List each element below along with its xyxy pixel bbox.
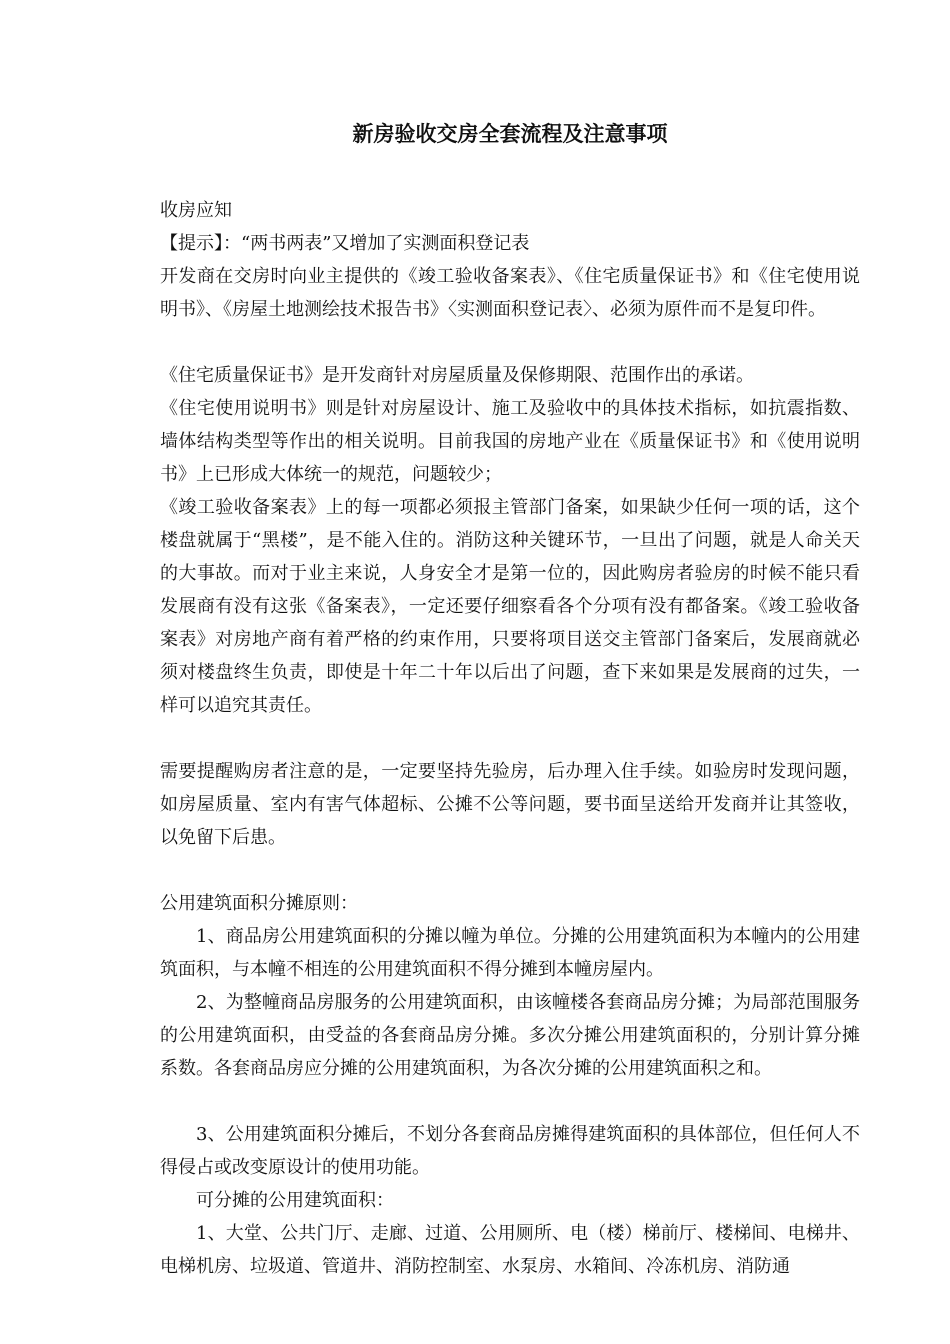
paragraph: 需要提醒购房者注意的是，一定要坚持先验房，后办理入住手续。如验房时发现问题，如房屋质量、室内有害气体超标、公摊不公等问题，要书面呈送给开发商并让其签收，以免留下后患。 <box>160 761 860 848</box>
list-item: 3、公用建筑面积分摊后，不划分各套商品房摊得建筑面积的具体部位，但任何人不得侵占或改变原设计的使用功能。 <box>160 1124 860 1178</box>
paragraph: 开发商在交房时向业主提供的《竣工验收备案表》、《住宅质量保证书》和《住宅使用说明书》、《房屋土地测绘技术报告书》〈实测面积登记表〉、必须为原件而不是复印件。 <box>160 266 860 320</box>
list-item: 1、商品房公用建筑面积的分摊以幢为单位。分摊的公用建筑面积为本幢内的公用建筑面积，与本幢不相连的公用建筑面积不得分摊到本幢房屋内。 <box>160 926 860 980</box>
list-item: 2、为整幢商品房服务的公用建筑面积，由该幢楼各套商品房分摊；为局部范围服务的公用建筑面积，由受益的各套商品房分摊。多次分摊公用建筑面积的，分别计算分摊系数。各套商品房应分摊的公用建筑面积，为各次分摊的公用建筑面积之和。 <box>160 992 860 1079</box>
paragraph-gap <box>160 1085 860 1118</box>
paragraph: 《住宅使用说明书》则是针对房屋设计、施工及验收中的具体技术指标，如抗震指数、墙体结构类型等作出的相关说明。目前我国的房地产业在《质量保证书》和《使用说明书》上已形成大体统一的规范，问题较少； <box>160 398 860 485</box>
paragraph-gap <box>160 722 860 755</box>
subsection-heading: 可分摊的公用建筑面积： <box>196 1190 394 1211</box>
paragraph-gap <box>160 854 860 887</box>
section-heading: 收房应知 <box>160 200 232 221</box>
list-item: 1、大堂、公共门厅、走廊、过道、公用厕所、电（楼）梯前厅、楼梯间、电梯井、电梯机房、垃圾道、管道井、消防控制室、水泵房、水箱间、冷冻机房、消防通 <box>160 1223 860 1277</box>
tip-line: 【提示】：“两书两表”又增加了实测面积登记表 <box>160 233 530 254</box>
paragraph-gap <box>160 326 860 359</box>
section-heading: 公用建筑面积分摊原则： <box>160 893 358 914</box>
document-title: 新房验收交房全套流程及注意事项 <box>352 121 668 146</box>
paragraph: 《竣工验收备案表》上的每一项都必须报主管部门备案，如果缺少任何一项的话，这个楼盘就属于“黑楼”，是不能入住的。消防这种关键环节，一旦出了问题，就是人命关天的大事故。而对于业主来说，人身安全才是第一位的，因此购房者验房的时候不能只看发展商有没有这张《备案表》，一定还要仔细察看各个分项有没有都备案。《竣工验收备案表》对房地产商有着严格的约束作用，只要将项目送交主管部门备案后，发展商就必须对楼盘终生负责，即使是十年二十年以后出了问题，查下来如果是发展商的过失，一样可以追究其责任。 <box>160 497 860 716</box>
paragraph: 《住宅质量保证书》是开发商针对房屋质量及保修期限、范围作出的承诺。 <box>160 365 754 386</box>
